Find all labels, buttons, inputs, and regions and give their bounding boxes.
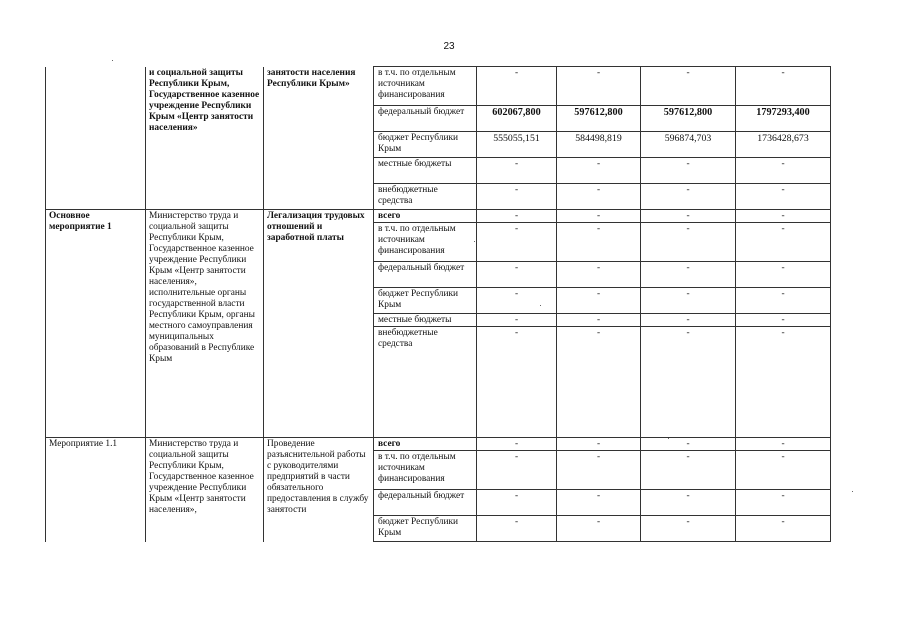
funding-value — [477, 223, 557, 262]
funding-value — [736, 184, 831, 210]
funding-value — [736, 106, 831, 132]
activity-name: Мероприятие 1.1 — [46, 438, 146, 542]
value-text: - — [596, 328, 601, 338]
funding-value — [477, 106, 557, 132]
value-text: - — [686, 224, 690, 234]
value-text: - — [686, 68, 690, 78]
funding-value — [736, 451, 831, 490]
scan-speck — [668, 438, 669, 439]
value-text: - — [596, 68, 601, 78]
funding-source: всего — [374, 210, 477, 223]
value-text: - — [686, 439, 690, 449]
value-text: - — [514, 263, 519, 273]
activity-name — [46, 67, 146, 210]
funding-value — [557, 210, 641, 223]
funding-value — [736, 490, 831, 516]
funding-value — [736, 67, 831, 106]
value-text: 1736428,673 — [757, 133, 809, 144]
value-text: - — [781, 439, 785, 449]
value-text: - — [596, 185, 601, 195]
funding-value — [557, 314, 641, 327]
value-text: - — [781, 289, 785, 299]
funding-value — [641, 262, 736, 288]
scan-speck — [112, 60, 113, 61]
funding-value — [641, 158, 736, 184]
value-text: - — [781, 263, 785, 273]
funding-value — [477, 288, 557, 314]
value-text: - — [514, 224, 519, 234]
funding-value — [736, 223, 831, 262]
value-text: - — [781, 328, 785, 338]
funding-value — [641, 490, 736, 516]
funding-value — [477, 262, 557, 288]
funding-source: бюджет Республики Крым — [374, 132, 477, 158]
funding-source: федеральный бюджет — [374, 490, 477, 516]
value-text: 584498,819 — [575, 133, 622, 144]
value-text: - — [781, 452, 785, 462]
funding-value — [477, 184, 557, 210]
value-text: 555055,151 — [493, 133, 540, 144]
value-text: 596874,703 — [664, 133, 712, 144]
funding-value — [736, 210, 831, 223]
funding-value — [557, 288, 641, 314]
executor: Министерство труда и социальной защиты Республики Крым, Государственное казенное учреждение Республики Крым «Центр занятости населения», исполнительные органы государственной власти Республики Крым, органы местного самоуправления муниципальных образований в Республике Крым — [146, 210, 264, 438]
funding-value — [641, 184, 736, 210]
funding-value — [736, 438, 831, 451]
funding-value — [557, 438, 641, 451]
value-text: - — [596, 517, 601, 527]
value-text: - — [781, 224, 785, 234]
funding-value — [557, 132, 641, 158]
funding-value — [641, 314, 736, 327]
funding-value — [736, 327, 831, 438]
funding-value — [477, 490, 557, 516]
funding-source: бюджет Республики Крым — [374, 516, 477, 542]
executor: и социальной защиты Республики Крым, Государственное казенное учреждение Республики Крым «Центр занятости населения» — [146, 67, 264, 210]
funding-value — [641, 288, 736, 314]
funding-value — [736, 288, 831, 314]
funding-value — [641, 327, 736, 438]
activity-title: Легализация трудовых отношений и заработной платы — [264, 210, 374, 438]
activity-title: Проведение разъяснительной работы с руководителями предприятий в части обязательного предоставления в службу занятости — [264, 438, 374, 542]
value-text: - — [514, 315, 519, 325]
funding-value — [641, 67, 736, 106]
funding-value — [557, 106, 641, 132]
funding-value — [736, 158, 831, 184]
value-text: - — [781, 491, 785, 501]
executor: Министерство труда и социальной защиты Республики Крым, Государственное казенное учреждение Республики Крым «Центр занятости населения», — [146, 438, 264, 542]
value-text: - — [514, 439, 519, 449]
value-text: - — [514, 517, 519, 527]
value-text: - — [781, 185, 785, 195]
value-text: - — [514, 211, 519, 221]
table-row — [46, 210, 831, 223]
value-text: - — [514, 68, 519, 78]
funding-value — [641, 438, 736, 451]
funding-value — [557, 158, 641, 184]
value-text: - — [596, 289, 601, 299]
funding-source: местные бюджеты — [374, 158, 477, 184]
value-text: - — [686, 452, 690, 462]
funding-value — [736, 132, 831, 158]
funding-value — [477, 314, 557, 327]
value-text: - — [596, 263, 601, 273]
funding-value — [477, 327, 557, 438]
funding-value — [557, 184, 641, 210]
value-text: - — [686, 211, 690, 221]
funding-value — [557, 451, 641, 490]
funding-value — [557, 327, 641, 438]
value-text: 597612,800 — [574, 107, 623, 118]
funding-source: в т.ч. по отдельным источникам финансирования — [374, 451, 477, 490]
funding-value — [736, 314, 831, 327]
funding-source: внебюджетные средства — [374, 327, 477, 438]
value-text: - — [686, 328, 690, 338]
value-text: 1797293,400 — [756, 107, 810, 118]
funding-value — [557, 223, 641, 262]
funding-value — [641, 223, 736, 262]
funding-value — [641, 210, 736, 223]
value-text: - — [781, 517, 785, 527]
scan-speck — [474, 241, 475, 242]
funding-value — [736, 516, 831, 542]
value-text: - — [781, 211, 785, 221]
funding-value — [477, 67, 557, 106]
funding-value — [736, 262, 831, 288]
funding-value — [641, 451, 736, 490]
value-text: - — [514, 491, 519, 501]
budget-table — [45, 66, 831, 542]
funding-value — [641, 106, 736, 132]
funding-source: в т.ч. по отдельным источникам финансирования — [374, 67, 477, 106]
value-text: - — [781, 315, 785, 325]
value-text: - — [514, 185, 519, 195]
funding-value — [477, 132, 557, 158]
funding-value — [477, 516, 557, 542]
scan-speck — [852, 491, 853, 492]
funding-source: в т.ч. по отдельным источникам финансирования — [374, 223, 477, 262]
table-row — [46, 67, 831, 106]
activity-name: Основное мероприятие 1 — [46, 210, 146, 438]
value-text: 602067,800 — [492, 107, 541, 118]
value-text: - — [514, 328, 519, 338]
funding-source: федеральный бюджет — [374, 262, 477, 288]
value-text: - — [686, 517, 690, 527]
value-text: - — [514, 159, 519, 169]
funding-value — [557, 490, 641, 516]
value-text: - — [686, 159, 690, 169]
funding-value — [641, 132, 736, 158]
funding-source: всего — [374, 438, 477, 451]
funding-source: местные бюджеты — [374, 314, 477, 327]
value-text: - — [686, 263, 690, 273]
value-text: - — [514, 452, 519, 462]
funding-value — [557, 516, 641, 542]
funding-value — [557, 67, 641, 106]
table-row — [46, 438, 831, 451]
funding-value — [477, 438, 557, 451]
funding-source: внебюджетные средства — [374, 184, 477, 210]
value-text: - — [596, 439, 601, 449]
funding-value — [477, 210, 557, 223]
funding-value — [477, 158, 557, 184]
value-text: - — [686, 491, 690, 501]
value-text: - — [686, 185, 690, 195]
funding-value — [477, 451, 557, 490]
funding-source: федеральный бюджет — [374, 106, 477, 132]
funding-value — [641, 516, 736, 542]
value-text: - — [596, 315, 601, 325]
value-text: - — [596, 491, 601, 501]
activity-title: занятости населения Республики Крым» — [264, 67, 374, 210]
value-text: - — [781, 159, 785, 169]
scan-speck — [540, 305, 541, 306]
value-text: 597612,800 — [663, 107, 713, 118]
value-text: - — [596, 211, 601, 221]
page-number: 23 — [443, 41, 455, 52]
funding-value — [557, 262, 641, 288]
value-text: - — [686, 315, 690, 325]
funding-source: бюджет Республики Крым — [374, 288, 477, 314]
value-text: - — [781, 68, 785, 78]
value-text: - — [514, 289, 519, 299]
value-text: - — [686, 289, 690, 299]
value-text: - — [596, 159, 601, 169]
value-text: - — [596, 452, 601, 462]
value-text: - — [596, 224, 601, 234]
